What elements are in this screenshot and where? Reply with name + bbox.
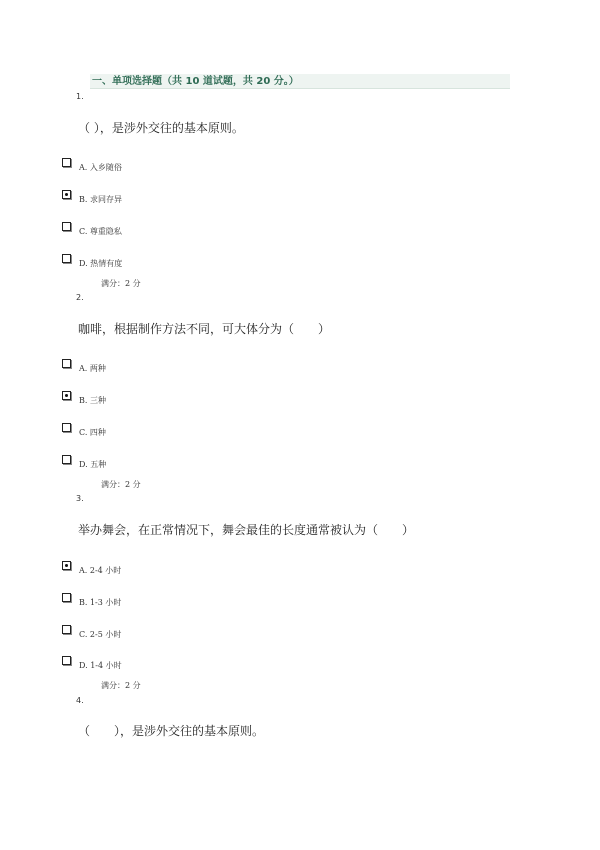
option-label: C. 2-5 小时 (79, 630, 122, 639)
option-label: B. 1-3 小时 (79, 598, 122, 607)
radio-button[interactable] (62, 423, 71, 432)
option-label: B. 求同存异 (79, 195, 122, 204)
radio-button-selected[interactable] (62, 561, 71, 570)
option-label: A. 两种 (79, 364, 106, 373)
radio-button[interactable] (62, 625, 71, 634)
option-label: A. 入乡随俗 (79, 163, 122, 172)
radio-button[interactable] (62, 359, 71, 368)
score-label: 满分：2 分 (101, 279, 141, 288)
question-number: 1. (76, 92, 84, 101)
radio-button[interactable] (62, 455, 71, 464)
option-label: C. 四种 (79, 428, 106, 437)
question-number: 2. (76, 293, 84, 302)
score-label: 满分：2 分 (101, 681, 141, 690)
radio-button[interactable] (62, 593, 71, 602)
question-number: 4. (76, 696, 84, 705)
question-text: 咖啡，根据制作方法不同，可大体分为（ ） (78, 322, 331, 336)
radio-button[interactable] (62, 254, 71, 263)
option-label: C. 尊重隐私 (79, 227, 122, 236)
radio-button[interactable] (62, 656, 71, 665)
question-text: （ ），是涉外交往的基本原则。 (78, 121, 244, 135)
option-label: D. 1-4 小时 (79, 661, 122, 670)
radio-button-selected[interactable] (62, 391, 71, 400)
option-label: A. 2-4 小时 (79, 566, 122, 575)
radio-button[interactable] (62, 222, 71, 231)
option-label: D. 五种 (79, 460, 107, 469)
question-text: （ ），是涉外交往的基本原则。 (78, 724, 265, 738)
radio-button[interactable] (62, 158, 71, 167)
question-number: 3. (76, 494, 84, 503)
question-text: 举办舞会，在正常情况下，舞会最佳的长度通常被认为（ ） (78, 523, 415, 537)
section-header: 一、单项选择题（共 10 道试题，共 20 分。） (90, 74, 510, 89)
score-label: 满分：2 分 (101, 480, 141, 489)
option-label: D. 热情有度 (79, 259, 123, 268)
radio-button-selected[interactable] (62, 190, 71, 199)
option-label: B. 三种 (79, 396, 106, 405)
